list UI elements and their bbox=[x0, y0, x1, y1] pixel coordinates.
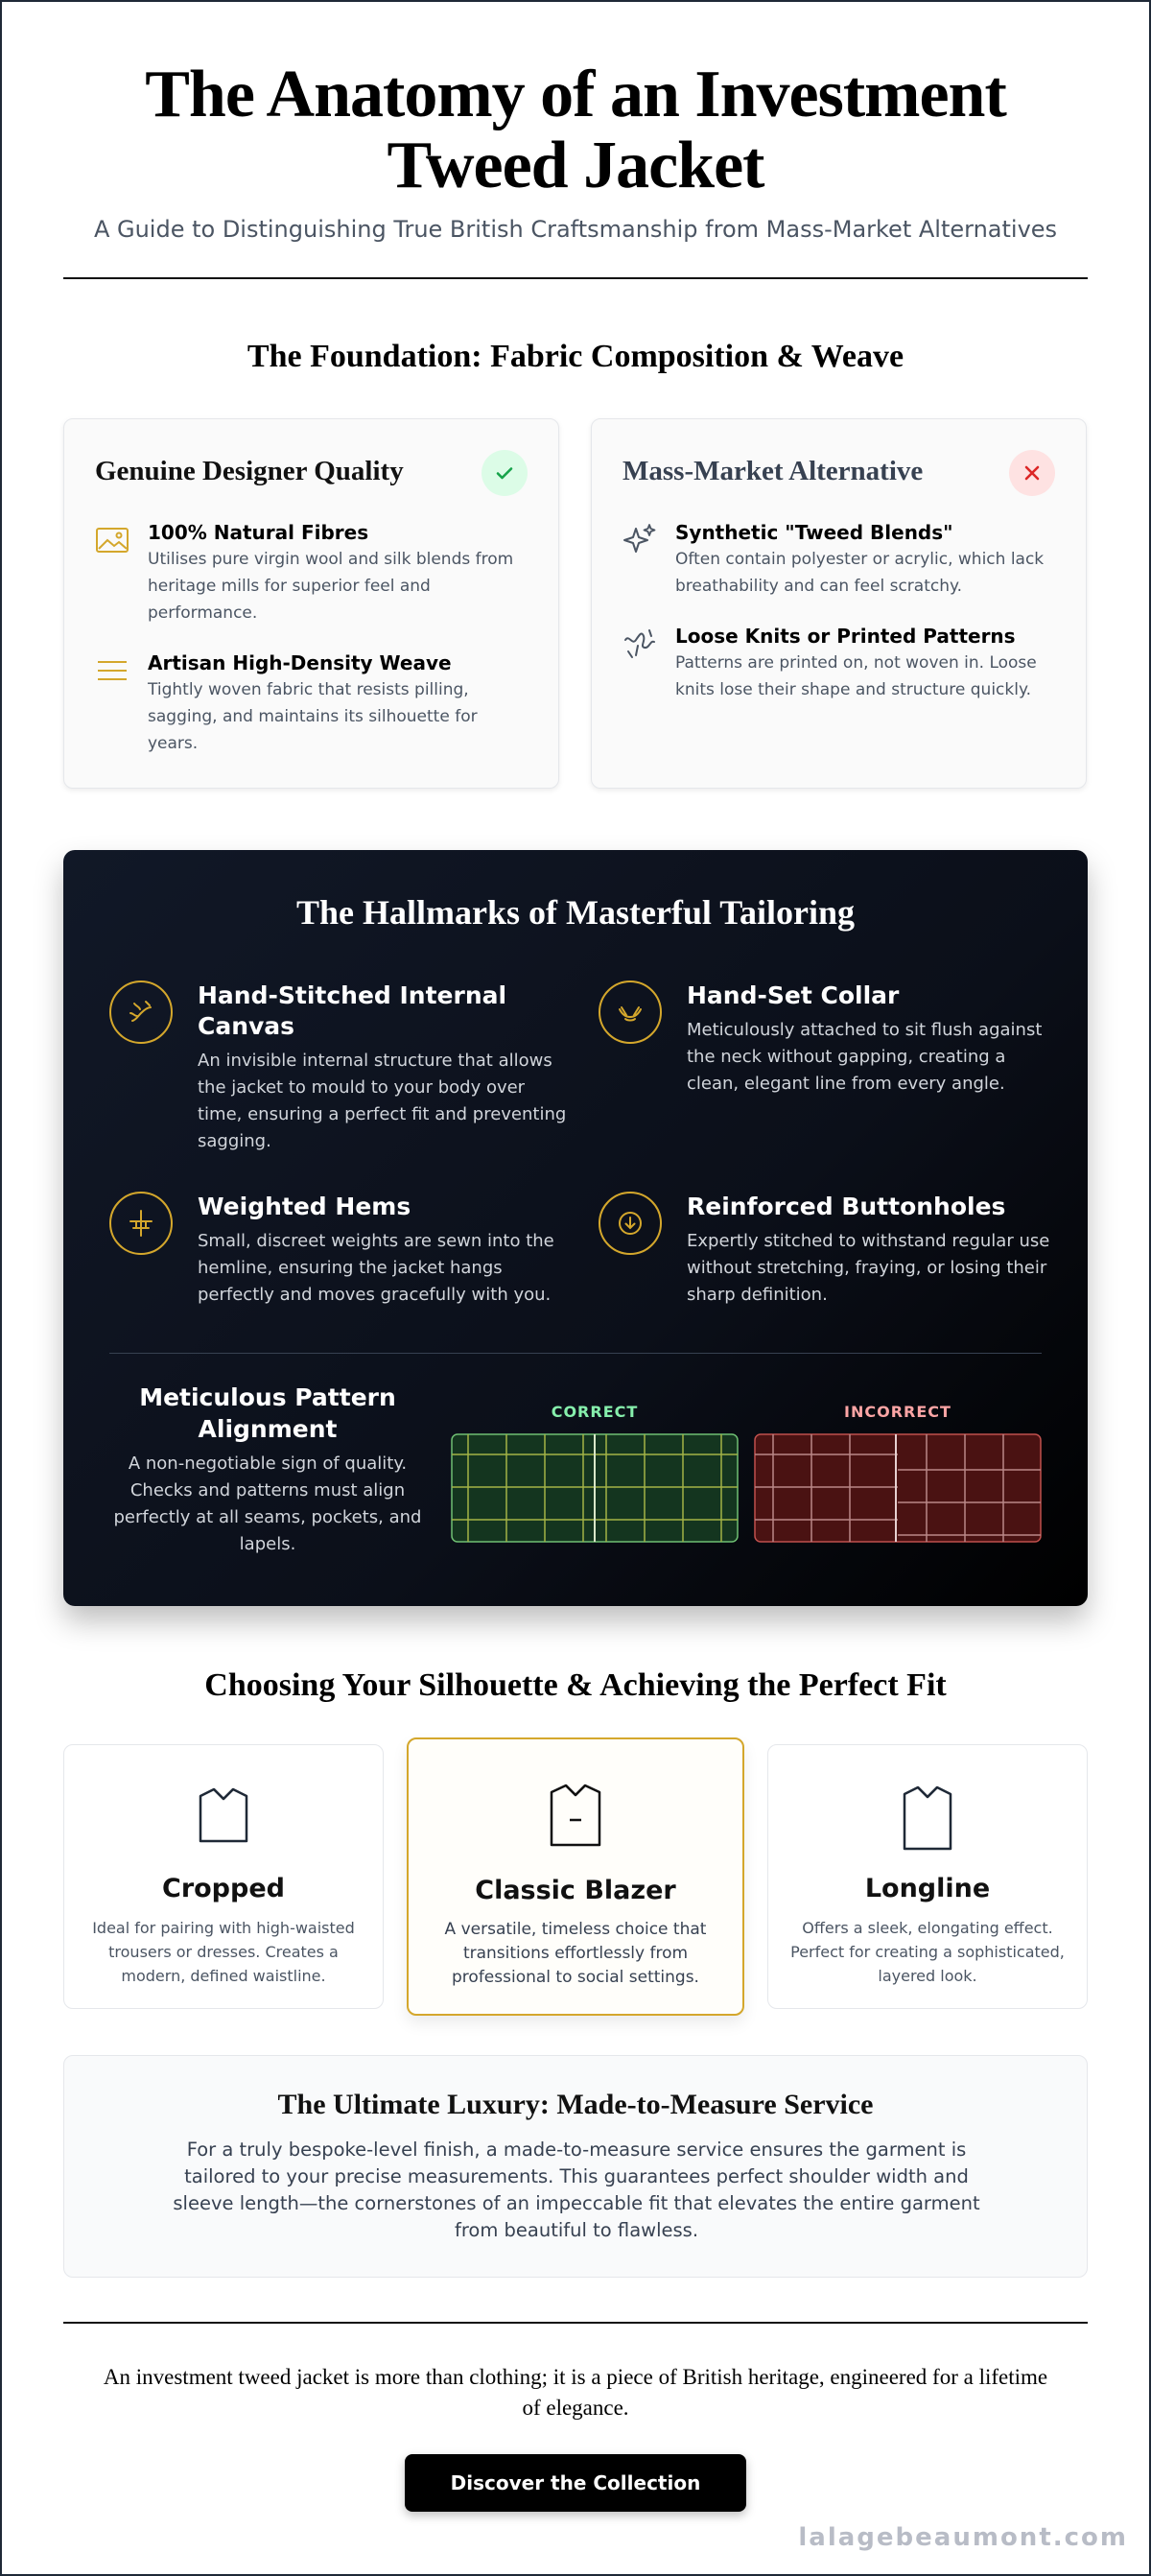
silhouette-title: Classic Blazer bbox=[475, 1876, 676, 1905]
check-icon bbox=[482, 450, 528, 496]
hallmark-title: Hand-Stitched Internal Canvas bbox=[198, 981, 507, 1040]
cropped-jacket-icon bbox=[195, 1785, 252, 1849]
feature-desc: Often contain polyester or acrylic, which lack breathability and can feel scratchy. bbox=[675, 550, 1045, 596]
mtm-title: The Ultimate Luxury: Made-to-Measure Service bbox=[277, 2089, 874, 2120]
correct-pattern-swatch bbox=[451, 1433, 739, 1543]
hallmark-desc: Small, discreet weights are sewn into the hemline, ensuring the jacket hangs perfectly and moves gracefully with you. bbox=[198, 1231, 554, 1305]
landscape-icon bbox=[95, 523, 129, 557]
hallmark-title: Weighted Hems bbox=[198, 1193, 411, 1220]
silhouette-desc: A versatile, timeless choice that transitions effortlessly from professional to social settings. bbox=[444, 1920, 707, 1987]
tailoring-panel bbox=[63, 850, 1088, 1606]
designer-card-title: Genuine Designer Quality bbox=[95, 456, 404, 486]
scribble-icon bbox=[622, 626, 657, 661]
tailoring-heading: The Hallmarks of Masterful Tailoring bbox=[295, 893, 855, 932]
closing-statement: An investment tweed jacket is more than clothing; it is a piece of British heritage, engineered for a lifetime of elegance. bbox=[103, 2365, 1048, 2420]
divider bbox=[63, 2322, 1088, 2324]
button-icon bbox=[599, 1192, 662, 1255]
hallmark-title: Reinforced Buttonholes bbox=[687, 1193, 1006, 1220]
incorrect-pattern-swatch bbox=[754, 1433, 1042, 1543]
pattern-alignment-desc: A non-negotiable sign of quality. Checks and patterns must align perfectly at all seams, pockets, and lapels. bbox=[113, 1453, 422, 1554]
silhouette-classic-blazer[interactable] bbox=[407, 1737, 744, 2016]
silhouette-desc: Ideal for pairing with high-waisted trousers or dresses. Creates a modern, defined waistline. bbox=[92, 1919, 355, 1985]
feature-title: Loose Knits or Printed Patterns bbox=[675, 625, 1016, 648]
incorrect-label: INCORRECT bbox=[844, 1403, 951, 1421]
silhouette-longline[interactable] bbox=[767, 1744, 1088, 2009]
page-title: The Anatomy of an Investment Tweed Jacket bbox=[145, 58, 1006, 202]
footer-brand: lalagebeaumont.com bbox=[798, 2523, 1128, 2552]
blazer-jacket-icon bbox=[546, 1782, 605, 1853]
hallmark-desc: An invisible internal structure that allows the jacket to mould to your body over time, ensuring a perfect fit and preventing sagging. bbox=[198, 1051, 567, 1151]
mass-market-card bbox=[591, 418, 1087, 789]
mtm-text: For a truly bespoke-level finish, a made-to-measure service ensures the garment is tailored to your precise measurements. This guarantees perfect shoulder width and sleeve length—the cornerstones of an impeccable fit that elevates the entire garment from beautiful to flawless. bbox=[173, 2139, 980, 2241]
made-to-measure-box bbox=[63, 2055, 1088, 2278]
designer-quality-card bbox=[63, 418, 559, 789]
feature-title: Artisan High-Density Weave bbox=[148, 651, 452, 674]
silhouette-heading: Choosing Your Silhouette & Achieving the Perfect Fit bbox=[204, 1667, 947, 1703]
silhouette-desc: Offers a sleek, elongating effect. Perfect for creating a sophisticated, layered look. bbox=[790, 1919, 1065, 1985]
pattern-alignment-title: Meticulous Pattern Alignment bbox=[139, 1383, 396, 1443]
foundation-heading: The Foundation: Fabric Composition & Weave bbox=[247, 339, 904, 374]
silhouette-title: Cropped bbox=[162, 1874, 285, 1903]
lines-icon bbox=[95, 653, 129, 688]
needle-icon bbox=[109, 981, 173, 1044]
hallmark-title: Hand-Set Collar bbox=[687, 981, 900, 1009]
correct-label: CORRECT bbox=[551, 1403, 639, 1421]
weight-icon bbox=[109, 1192, 173, 1255]
hallmark-desc: Meticulously attached to sit flush against the neck without gapping, creating a clean, elegant line from every angle. bbox=[687, 1020, 1043, 1094]
mass-card-title: Mass-Market Alternative bbox=[622, 456, 924, 486]
feature-desc: Utilises pure virgin wool and silk blends from heritage mills for superior feel and performance. bbox=[148, 550, 514, 623]
feature-desc: Tightly woven fabric that resists pilling, sagging, and maintains its silhouette for years. bbox=[148, 680, 478, 753]
silhouette-title: Longline bbox=[864, 1874, 991, 1903]
panel-divider bbox=[109, 1353, 1042, 1354]
page-subtitle: A Guide to Distinguishing True British Craftsmanship from Mass-Market Alternatives bbox=[93, 216, 1058, 243]
hallmark-desc: Expertly stitched to withstand regular use without stretching, fraying, or losing their sharp definition. bbox=[687, 1231, 1050, 1305]
x-icon bbox=[1009, 450, 1055, 496]
feature-title: Synthetic "Tweed Blends" bbox=[675, 521, 953, 544]
silhouette-cropped[interactable] bbox=[63, 1744, 384, 2009]
longline-jacket-icon bbox=[899, 1784, 956, 1856]
feature-title: 100% Natural Fibres bbox=[148, 521, 369, 544]
divider bbox=[63, 277, 1088, 279]
feature-desc: Patterns are printed on, not woven in. Loose knits lose their shape and structure quickly. bbox=[675, 653, 1037, 699]
sparkles-icon bbox=[622, 523, 657, 557]
collar-icon bbox=[599, 981, 662, 1044]
discover-collection-button[interactable]: Discover the Collection bbox=[405, 2454, 746, 2512]
